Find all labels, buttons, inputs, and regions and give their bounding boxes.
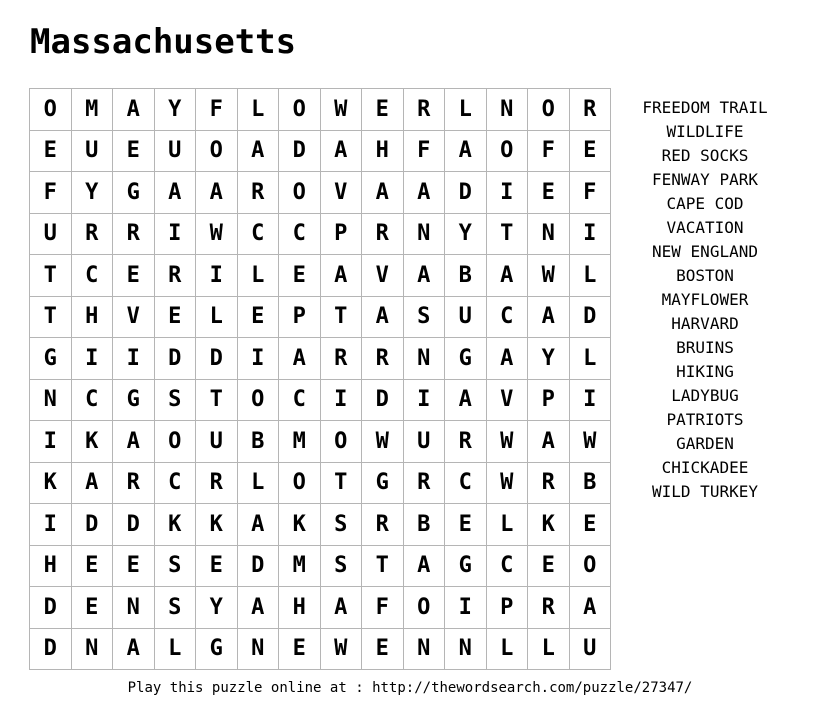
puzzle-link[interactable]: http://thewordsearch.com/puzzle/27347/ — [372, 680, 693, 696]
grid-cell[interactable]: S — [155, 587, 197, 629]
word-list-item: BRUINS — [676, 338, 734, 357]
word-list-item: RED SOCKS — [661, 146, 749, 165]
grid-cell[interactable]: T — [321, 297, 363, 339]
word-list-item: LADYBUG — [671, 386, 739, 405]
grid-cell[interactable]: O — [404, 587, 446, 629]
grid-cell[interactable]: A — [362, 297, 404, 339]
grid-cell[interactable]: B — [445, 255, 487, 297]
grid-cell[interactable]: E — [113, 255, 155, 297]
grid-cell[interactable]: A — [238, 587, 280, 629]
grid-cell[interactable]: A — [72, 463, 114, 505]
grid-cell[interactable]: W — [570, 421, 612, 463]
grid-cell[interactable]: E — [362, 629, 404, 671]
grid-cell[interactable]: O — [279, 463, 321, 505]
grid-cell[interactable]: E — [528, 546, 570, 588]
grid-cell[interactable]: A — [445, 131, 487, 173]
word-list-item: NEW ENGLAND — [652, 242, 758, 261]
grid-cell[interactable]: L — [155, 629, 197, 671]
grid-cell[interactable]: I — [72, 338, 114, 380]
grid-cell[interactable]: U — [196, 421, 238, 463]
grid-cell[interactable]: N — [528, 214, 570, 256]
grid-cell[interactable]: M — [72, 89, 114, 131]
letter-grid[interactable] — [29, 88, 611, 670]
grid-cell[interactable]: E — [238, 297, 280, 339]
grid-cell[interactable]: L — [238, 89, 280, 131]
grid-cell[interactable]: I — [487, 172, 529, 214]
grid-cell[interactable]: R — [196, 463, 238, 505]
grid-cell[interactable]: L — [238, 463, 280, 505]
grid-cell[interactable]: G — [445, 338, 487, 380]
grid-cell[interactable]: F — [528, 131, 570, 173]
grid-cell[interactable]: A — [238, 504, 280, 546]
grid-cell[interactable]: U — [72, 131, 114, 173]
grid-cell[interactable]: D — [155, 338, 197, 380]
grid-cell[interactable]: C — [155, 463, 197, 505]
grid-cell[interactable]: A — [155, 172, 197, 214]
grid-cell[interactable]: S — [404, 297, 446, 339]
grid-cell[interactable]: O — [279, 172, 321, 214]
grid-cell[interactable]: R — [445, 421, 487, 463]
grid-cell[interactable]: A — [321, 587, 363, 629]
grid-cell[interactable]: N — [404, 214, 446, 256]
grid-cell[interactable]: A — [528, 421, 570, 463]
word-list-item: WILDLIFE — [666, 122, 744, 141]
grid-cell[interactable]: D — [362, 380, 404, 422]
word-list-item: HARVARD — [671, 314, 739, 333]
grid-cell[interactable]: E — [30, 131, 72, 173]
grid-cell[interactable]: G — [445, 546, 487, 588]
grid-cell[interactable]: F — [30, 172, 72, 214]
grid-cell[interactable]: C — [279, 214, 321, 256]
grid-cell[interactable]: R — [113, 214, 155, 256]
grid-cell[interactable]: I — [445, 587, 487, 629]
grid-cell[interactable]: V — [321, 172, 363, 214]
grid-cell[interactable]: D — [279, 131, 321, 173]
grid-cell[interactable]: I — [570, 214, 612, 256]
grid-cell[interactable]: H — [72, 297, 114, 339]
grid-cell[interactable]: D — [30, 629, 72, 671]
grid-cell[interactable]: I — [196, 255, 238, 297]
grid-cell[interactable]: W — [321, 89, 363, 131]
grid-cell[interactable]: A — [321, 131, 363, 173]
grid-cell[interactable]: W — [362, 421, 404, 463]
grid-cell[interactable]: E — [196, 546, 238, 588]
grid-cell[interactable]: S — [321, 546, 363, 588]
grid-cell[interactable]: M — [279, 421, 321, 463]
grid-cell[interactable]: N — [30, 380, 72, 422]
grid-cell[interactable]: O — [528, 89, 570, 131]
grid-cell[interactable]: H — [30, 546, 72, 588]
grid-cell[interactable]: A — [404, 546, 446, 588]
grid-cell[interactable]: U — [404, 421, 446, 463]
grid-cell[interactable]: R — [155, 255, 197, 297]
grid-cell[interactable]: T — [30, 297, 72, 339]
word-list-item: FREEDOM TRAIL — [642, 98, 768, 117]
grid-cell[interactable]: R — [528, 463, 570, 505]
grid-cell[interactable]: P — [321, 214, 363, 256]
grid-cell[interactable]: L — [445, 89, 487, 131]
grid-cell[interactable]: O — [279, 89, 321, 131]
grid-cell[interactable]: R — [321, 338, 363, 380]
grid-cell[interactable]: O — [570, 546, 612, 588]
puzzle-title: Massachusetts — [30, 22, 297, 62]
grid-cell[interactable]: I — [570, 380, 612, 422]
grid-cell[interactable]: G — [113, 380, 155, 422]
grid-cell[interactable]: Y — [155, 89, 197, 131]
grid-cell[interactable]: V — [113, 297, 155, 339]
word-list-item: CHICKADEE — [661, 458, 749, 477]
grid-cell[interactable]: H — [279, 587, 321, 629]
grid-cell[interactable]: A — [196, 172, 238, 214]
grid-cell[interactable]: L — [528, 629, 570, 671]
grid-cell[interactable]: N — [404, 338, 446, 380]
grid-cell[interactable]: A — [570, 587, 612, 629]
grid-cell[interactable]: R — [362, 338, 404, 380]
grid-cell[interactable]: T — [362, 546, 404, 588]
word-list-item: PATRIOTS — [666, 410, 744, 429]
grid-cell[interactable]: L — [238, 255, 280, 297]
footer-text: Play this puzzle online at : — [127, 680, 373, 696]
grid-cell[interactable]: B — [570, 463, 612, 505]
grid-cell[interactable]: I — [113, 338, 155, 380]
grid-cell[interactable]: A — [362, 172, 404, 214]
grid-cell[interactable]: C — [487, 546, 529, 588]
grid-cell[interactable]: I — [238, 338, 280, 380]
grid-cell[interactable]: E — [155, 297, 197, 339]
grid-cell[interactable]: W — [528, 255, 570, 297]
grid-cell[interactable]: A — [279, 338, 321, 380]
grid-cell[interactable]: N — [404, 629, 446, 671]
footer — [0, 680, 820, 696]
grid-cell[interactable]: N — [72, 629, 114, 671]
grid-cell[interactable]: O — [321, 421, 363, 463]
grid-cell[interactable]: K — [30, 463, 72, 505]
grid-cell[interactable]: E — [72, 546, 114, 588]
grid-cell[interactable]: O — [196, 131, 238, 173]
grid-cell[interactable]: D — [113, 504, 155, 546]
grid-cell[interactable]: K — [72, 421, 114, 463]
grid-cell[interactable]: C — [445, 463, 487, 505]
grid-cell[interactable]: U — [570, 629, 612, 671]
grid-cell[interactable]: L — [570, 255, 612, 297]
grid-cell[interactable]: A — [528, 297, 570, 339]
grid-cell[interactable]: F — [196, 89, 238, 131]
grid-cell[interactable]: F — [362, 587, 404, 629]
grid-cell[interactable]: Y — [528, 338, 570, 380]
grid-cell[interactable]: W — [196, 214, 238, 256]
grid-cell[interactable]: E — [113, 131, 155, 173]
grid-cell[interactable]: N — [487, 89, 529, 131]
word-list-item: BOSTON — [676, 266, 734, 285]
grid-cell[interactable]: T — [321, 463, 363, 505]
grid-cell[interactable]: D — [238, 546, 280, 588]
grid-cell[interactable]: D — [30, 587, 72, 629]
grid-cell[interactable]: P — [528, 380, 570, 422]
grid-cell[interactable]: A — [404, 172, 446, 214]
grid-cell[interactable]: Y — [72, 172, 114, 214]
grid-cell[interactable]: G — [113, 172, 155, 214]
grid-cell[interactable]: D — [72, 504, 114, 546]
grid-cell[interactable]: R — [362, 214, 404, 256]
grid-cell[interactable]: O — [155, 421, 197, 463]
grid-cell[interactable]: H — [362, 131, 404, 173]
word-list — [620, 96, 790, 504]
grid-cell[interactable]: A — [113, 629, 155, 671]
grid-cell[interactable]: W — [321, 629, 363, 671]
grid-cell[interactable]: S — [155, 546, 197, 588]
word-list-item: VACATION — [666, 218, 744, 237]
grid-cell[interactable]: D — [445, 172, 487, 214]
word-list-item: CAPE COD — [666, 194, 744, 213]
grid-cell[interactable]: N — [238, 629, 280, 671]
grid-cell[interactable]: C — [238, 214, 280, 256]
grid-cell[interactable]: P — [487, 587, 529, 629]
grid-cell[interactable]: P — [279, 297, 321, 339]
grid-cell[interactable]: N — [113, 587, 155, 629]
grid-cell[interactable]: B — [238, 421, 280, 463]
grid-cell[interactable]: M — [279, 546, 321, 588]
grid-cell[interactable]: N — [445, 629, 487, 671]
grid-cell[interactable]: E — [113, 546, 155, 588]
word-list-item: HIKING — [676, 362, 734, 381]
grid-cell[interactable]: R — [528, 587, 570, 629]
grid-cell[interactable]: I — [30, 421, 72, 463]
grid-cell[interactable]: A — [487, 338, 529, 380]
grid-cell[interactable]: D — [570, 297, 612, 339]
grid-cell[interactable]: E — [279, 629, 321, 671]
grid-cell[interactable]: A — [321, 255, 363, 297]
grid-cell[interactable]: L — [196, 297, 238, 339]
grid-cell[interactable]: R — [72, 214, 114, 256]
grid-cell[interactable]: W — [487, 421, 529, 463]
grid-cell[interactable]: A — [445, 380, 487, 422]
grid-cell[interactable]: G — [30, 338, 72, 380]
grid-cell[interactable]: K — [196, 504, 238, 546]
grid-cell[interactable]: R — [404, 89, 446, 131]
grid-cell[interactable]: C — [279, 380, 321, 422]
grid-cell[interactable]: D — [196, 338, 238, 380]
grid-cell[interactable]: A — [238, 131, 280, 173]
grid-cell[interactable]: S — [321, 504, 363, 546]
grid-cell[interactable]: Y — [196, 587, 238, 629]
grid-cell[interactable]: O — [238, 380, 280, 422]
grid-cell[interactable]: R — [570, 89, 612, 131]
word-list-item: WILD TURKEY — [652, 482, 758, 501]
grid-cell[interactable]: G — [196, 629, 238, 671]
grid-cell[interactable]: L — [487, 504, 529, 546]
grid-cell[interactable]: R — [362, 504, 404, 546]
grid-cell[interactable]: E — [528, 172, 570, 214]
word-list-item: FENWAY PARK — [652, 170, 758, 189]
grid-cell[interactable]: U — [30, 214, 72, 256]
grid-cell[interactable]: V — [487, 380, 529, 422]
grid-cell[interactable]: W — [487, 463, 529, 505]
grid-cell[interactable]: R — [113, 463, 155, 505]
grid-cell[interactable]: A — [404, 255, 446, 297]
grid-cell[interactable]: C — [487, 297, 529, 339]
grid-cell[interactable]: I — [404, 380, 446, 422]
grid-cell[interactable]: R — [404, 463, 446, 505]
grid-cell[interactable]: T — [487, 214, 529, 256]
grid-cell[interactable]: Y — [445, 214, 487, 256]
grid-cell[interactable]: I — [321, 380, 363, 422]
grid-cell[interactable]: F — [404, 131, 446, 173]
grid-cell[interactable]: T — [30, 255, 72, 297]
grid-cell[interactable]: A — [487, 255, 529, 297]
grid-cell[interactable]: U — [445, 297, 487, 339]
grid-cell[interactable]: K — [528, 504, 570, 546]
grid-cell[interactable]: U — [155, 131, 197, 173]
grid-cell[interactable]: C — [72, 380, 114, 422]
grid-cell[interactable]: O — [487, 131, 529, 173]
grid-cell[interactable]: I — [155, 214, 197, 256]
grid-cell[interactable]: T — [196, 380, 238, 422]
grid-cell[interactable]: B — [404, 504, 446, 546]
grid-cell[interactable]: V — [362, 255, 404, 297]
word-list-item: GARDEN — [676, 434, 734, 453]
word-list-item: MAYFLOWER — [661, 290, 749, 309]
grid-cell[interactable]: G — [362, 463, 404, 505]
grid-cell[interactable]: E — [570, 131, 612, 173]
grid-cell[interactable]: A — [113, 421, 155, 463]
grid-cell[interactable]: I — [30, 504, 72, 546]
grid-cell[interactable]: E — [362, 89, 404, 131]
grid-cell[interactable]: O — [30, 89, 72, 131]
grid-cell[interactable]: E — [72, 587, 114, 629]
grid-cell[interactable]: K — [279, 504, 321, 546]
grid-cell[interactable]: K — [155, 504, 197, 546]
grid-cell[interactable]: F — [570, 172, 612, 214]
grid-cell[interactable]: E — [279, 255, 321, 297]
grid-cell[interactable]: A — [113, 89, 155, 131]
grid-cell[interactable]: L — [570, 338, 612, 380]
grid-cell[interactable]: E — [570, 504, 612, 546]
grid-cell[interactable]: L — [487, 629, 529, 671]
grid-cell[interactable]: C — [72, 255, 114, 297]
grid-cell[interactable]: R — [238, 172, 280, 214]
grid-cell[interactable]: E — [445, 504, 487, 546]
grid-cell[interactable]: S — [155, 380, 197, 422]
